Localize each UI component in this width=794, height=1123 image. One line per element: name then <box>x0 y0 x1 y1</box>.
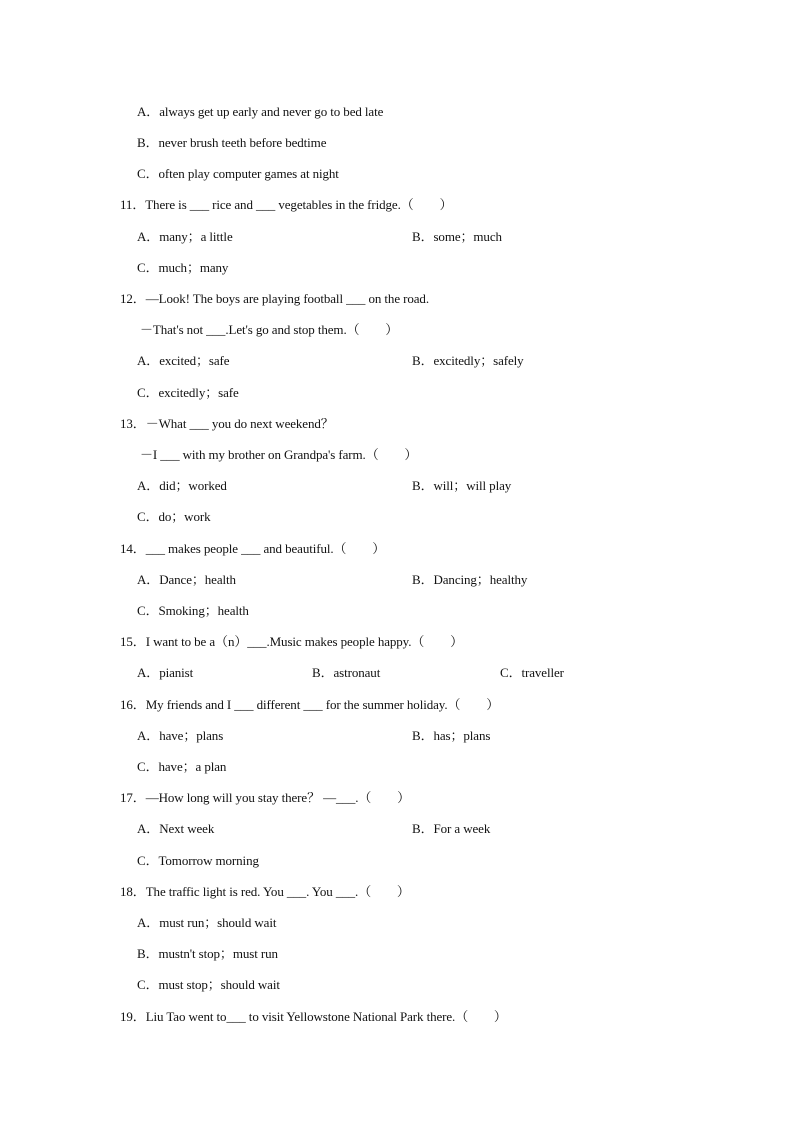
option-17-b: B．For a week <box>412 821 491 836</box>
option-10-c: C．often play computer games at night <box>137 166 339 181</box>
option-14-c: C．Smoking；health <box>137 603 249 618</box>
option-17-c: C．Tomorrow morning <box>137 853 259 868</box>
option-12-a: A．excited；safe <box>137 353 230 368</box>
question-16: 16．My friends and I ___ different ___ for the summer holiday.（ ） <box>120 697 500 712</box>
question-12-reply: －That's not ___.Let's go and stop them.（ ） <box>140 322 399 337</box>
option-13-a: A．did；worked <box>137 478 227 493</box>
option-12-c: C．excitedly；safe <box>137 385 239 400</box>
option-18-b: B．mustn't stop；must run <box>137 946 278 961</box>
option-14-b: B．Dancing；healthy <box>412 572 528 587</box>
question-12: 12．—Look! The boys are playing football ___ on the road. <box>120 291 429 306</box>
option-15-a: A．pianist <box>137 665 194 680</box>
option-11-b: B．some；much <box>412 229 502 244</box>
option-11-c: C．much；many <box>137 260 229 275</box>
option-13-c: C．do；work <box>137 509 211 524</box>
option-12-b: B．excitedly；safely <box>412 353 524 368</box>
question-17: 17．—How long will you stay there？ —___.（ ） <box>120 790 410 805</box>
option-11-a: A．many；a little <box>137 229 233 244</box>
option-15-c: C．traveller <box>500 665 564 680</box>
option-15-b: B．astronaut <box>312 665 381 680</box>
option-18-c: C．must stop；should wait <box>137 977 280 992</box>
option-16-b: B．has；plans <box>412 728 491 743</box>
question-18: 18．The traffic light is red. You ___. You ___.（ ） <box>120 884 410 899</box>
option-17-a: A．Next week <box>137 821 215 836</box>
option-10-b: B．never brush teeth before bedtime <box>137 135 327 150</box>
option-14-a: A．Dance；health <box>137 572 236 587</box>
option-16-a: A．have；plans <box>137 728 224 743</box>
option-16-c: C．have；a plan <box>137 759 227 774</box>
question-11: 11．There is ___ rice and ___ vegetables in the fridge.（ ） <box>120 197 453 212</box>
question-15: 15．I want to be a（n）___.Music makes people happy.（ ） <box>120 634 463 649</box>
question-14: 14．___ makes people ___ and beautiful.（ ） <box>120 541 386 556</box>
option-10-a: A．always get up early and never go to bed late <box>137 104 384 119</box>
question-19: 19．Liu Tao went to___ to visit Yellowstone National Park there.（ ） <box>120 1009 507 1024</box>
option-13-b: B．will；will play <box>412 478 512 493</box>
question-13: 13．－What ___ you do next weekend？ <box>120 416 334 431</box>
question-13-reply: －I ___ with my brother on Grandpa's farm.（ ） <box>140 447 418 462</box>
option-18-a: A．must run；should wait <box>137 915 277 930</box>
